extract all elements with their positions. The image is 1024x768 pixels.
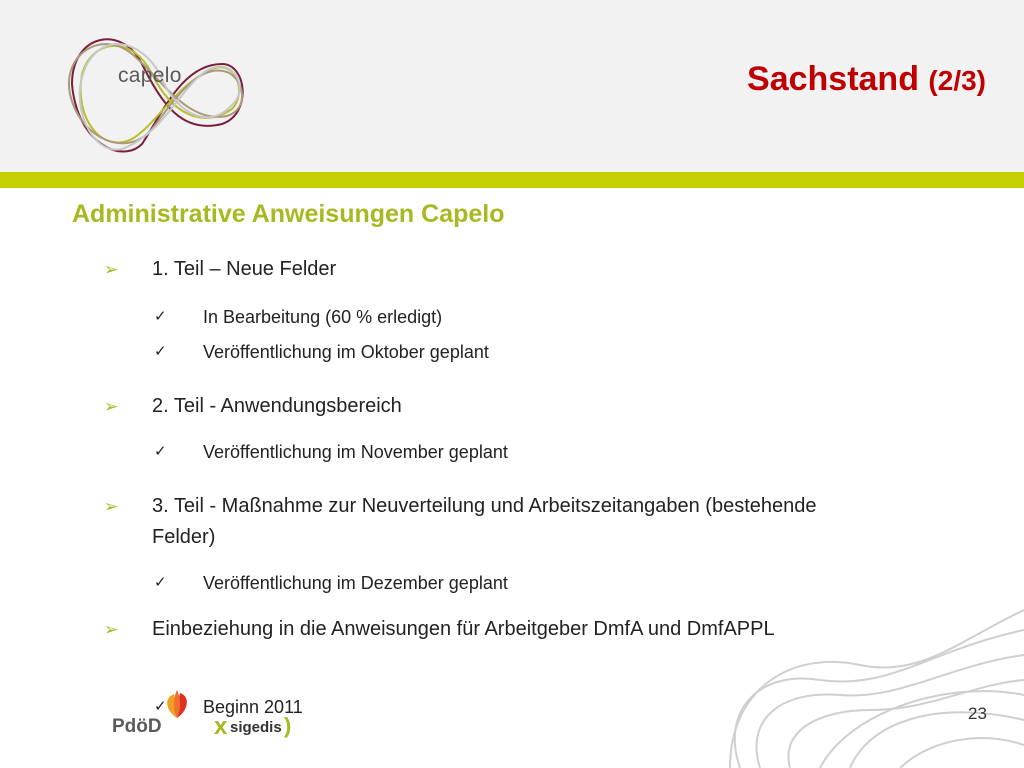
checkmark-icon: ✓ xyxy=(154,343,167,360)
capelo-logo xyxy=(62,24,252,164)
section-heading: Administrative Anweisungen Capelo xyxy=(72,200,505,228)
pdod-logo: PdöD xyxy=(112,716,162,737)
list-item-label: 2. Teil - Anwendungsbereich xyxy=(152,395,402,417)
arrow-bullet-icon: ➢ xyxy=(104,620,119,639)
checkmark-icon: ✓ xyxy=(154,574,167,591)
sub-item-label: Veröffentlichung im Oktober geplant xyxy=(203,342,489,362)
list-item-label: 1. Teil – Neue Felder xyxy=(152,258,337,280)
page-title xyxy=(747,60,986,99)
sub-item-label: Beginn 2011 xyxy=(203,697,303,717)
flower-logo-icon xyxy=(160,688,194,722)
arrow-bullet-icon: ➢ xyxy=(104,397,119,416)
checkmark-icon: ✓ xyxy=(154,308,167,325)
sub-item-label: Veröffentlichung im Dezember geplant xyxy=(203,573,508,593)
sigedis-chevron-icon: ) xyxy=(284,713,292,738)
logo-text: capelo xyxy=(118,64,182,87)
list-item-label: 3. Teil - Maßnahme zur Neuverteilung und Arbeitszeitangaben (bestehende Felder) xyxy=(152,495,817,548)
arrow-bullet-icon: ➢ xyxy=(104,497,119,516)
sub-item-label: Veröffentlichung im November geplant xyxy=(203,442,508,462)
page-number: 23 xyxy=(968,704,987,723)
list-item-label: Einbeziehung in die Anweisungen für Arbeitgeber DmfA und DmfAPPL xyxy=(152,618,775,640)
title-suffix: (2/3) xyxy=(928,65,986,96)
sigedis-wordmark: sigedis xyxy=(230,719,282,736)
checkmark-icon: ✓ xyxy=(154,443,167,460)
sigedis-x-icon: x xyxy=(214,713,228,740)
arrow-bullet-icon: ➢ xyxy=(104,260,119,279)
checkmark-icon: ✓ xyxy=(154,698,167,715)
title-main: Sachstand xyxy=(747,60,919,98)
sub-item-label: In Bearbeitung (60 % erledigt) xyxy=(203,307,443,327)
accent-bar xyxy=(0,172,1024,188)
decorative-swirl xyxy=(700,570,1024,768)
